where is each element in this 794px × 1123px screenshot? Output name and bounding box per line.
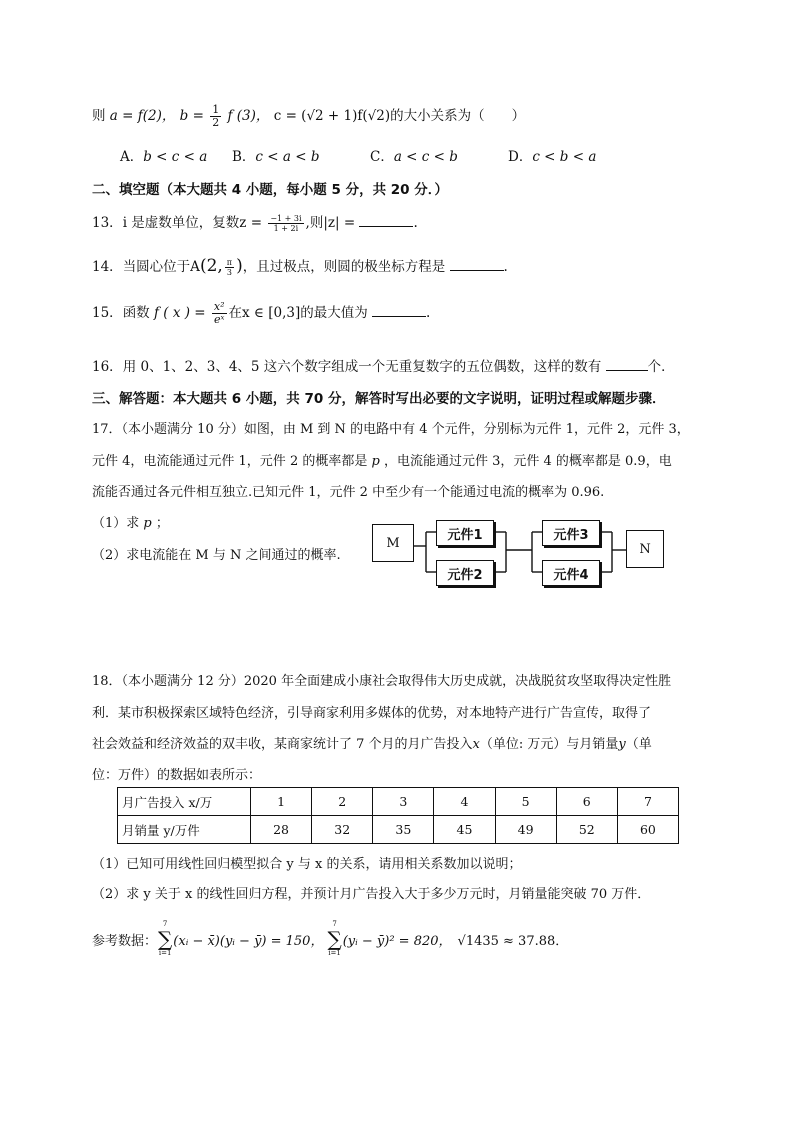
circuit-element-1 [436,520,494,546]
q18-x: x [472,737,480,752]
q13-end: . [413,215,418,231]
q15-text-a: 函数 [122,305,150,321]
q13 [92,211,418,233]
q14-answer-blank[interactable] [450,258,504,271]
row1-label: 月广告投入 x/万 [118,788,251,816]
y-cell: 45 [434,816,495,844]
q18-line3a: 社会效益和经济效益的双丰收，某商家统计了 7 个月的月广告投入 [92,737,473,752]
q14-end: . [503,259,508,275]
q13-number: 13． [92,215,123,231]
q18-line4: 位：万件）的数据如表所示： [92,768,262,783]
q18-line3c: （单 [625,737,652,752]
x-cell: 4 [434,788,495,816]
q12-c-def: c = (√2 + 1)f(√2) [273,108,391,124]
node-m-label: M [386,535,400,551]
q17-sub1a: （1）求 [92,516,140,531]
q14-close: ) [236,256,243,276]
sigma-bottom: i=1 [158,949,172,957]
y-cell: 52 [556,816,617,844]
q12-option-a [120,145,207,165]
q15 [92,301,430,326]
ref-sqrt: √1435 ≈ 37.88． [457,933,569,949]
q18-reference-data [92,920,568,958]
circuit-element-2 [436,560,494,586]
q12-b-fraction [210,104,221,129]
q16-answer-blank[interactable] [606,358,648,371]
q14-frac-num: π [226,258,233,267]
q13-z-lhs: z = [239,215,263,231]
q13-fraction [268,214,303,233]
y-cell: 49 [495,816,556,844]
q14-text-a: 当圆心位于A [122,259,200,275]
q12-b-rhs: f (3)， [227,108,270,124]
q18-line2: 利．某市积极探索区域特色经济，引导商家利用多媒体的优势，对本地特产进行广告宣传，取得了 [92,706,652,721]
x-cell: 6 [556,788,617,816]
x-cell: 3 [373,788,434,816]
option-text: c < b < a [532,149,597,165]
option-text: c < a < b [255,149,320,165]
option-label: B． [232,149,256,165]
row2-label: 月销量 y/万件 [118,816,251,844]
q12-option-b [232,145,319,165]
circuit-element-3 [542,520,600,546]
q14-fraction [225,258,234,277]
q14 [92,255,508,277]
q12-prefix: 则 [92,108,106,124]
section2-heading: 二、填空题（本大题共 4 小题，每小题 5 分，共 20 分．） [92,182,449,198]
q16-number: 16． [92,359,123,375]
q15-fx: f ( x ) = [153,305,206,321]
x-cell: 2 [312,788,373,816]
circuit-node-m [372,524,414,562]
q12-b-den: 2 [212,116,220,129]
sigma-bottom: i=1 [328,949,341,957]
q13-text-b: ,则|z| = [305,215,356,231]
q13-answer-blank[interactable] [359,214,413,227]
y-cell: 28 [251,816,312,844]
option-label: A． [120,149,144,165]
q17-line2a: 元件 4，电流能通过元件 1，元件 2 的概率都是 [92,454,368,469]
q18-line1: 18．（本小题满分 12 分）2020 年全面建成小康社会取得伟大历史成就，决战脱贫攻坚取得决定性胜 [92,674,672,689]
q14-frac-den: 3 [226,268,232,277]
q12-option-d [508,145,596,165]
x-cell: 1 [251,788,312,816]
q16-end: 个． [647,359,675,375]
y-cell: 32 [312,816,373,844]
q17-sub1 [92,512,169,531]
q15-fraction [212,301,227,326]
y-cell: 60 [617,816,678,844]
q17-sub1-p: p [143,516,152,531]
q15-number: 15． [92,305,123,321]
sum-symbol-1: 7 ∑ i=1 [158,920,173,957]
q18-y: y [618,737,626,752]
q18-sub1: （1）已知可用线性回归模型拟合 y 与 x 的关系，请用相关系数加以说明； [92,857,522,872]
table-row [118,788,679,816]
q12-b-num: 1 [212,103,220,116]
q15-end: . [426,305,431,321]
q17-line1: 17．（本小题满分 10 分）如图，由 M 到 N 的电路中有 4 个元件，分别标为元件 1，元件 2，元件 3， [92,422,690,437]
sigma-top: 7 [162,920,168,928]
q15-num: x² [213,300,225,313]
sum-symbol-2: 7 ∑ i=1 [327,920,342,957]
q18-line3 [92,733,652,752]
x-cell: 5 [495,788,556,816]
q13-den: 1 + 2i [273,224,299,233]
circuit-element-4 [542,560,600,586]
q18-line3b: （单位: 万元）与月销量 [479,737,619,752]
q12-option-c [370,145,458,165]
q17-sub1b: ； [155,516,169,531]
q12-suffix: 的大小关系为（ ） [390,108,526,124]
element-2-label: 元件2 [447,567,483,583]
q16 [92,355,675,375]
ref-sum-xy: (xᵢ − x̄)(yᵢ − ȳ) = 150， [173,933,324,949]
circuit-wires [370,512,670,592]
element-1-label: 元件1 [447,527,483,543]
q16-text: 用 0、1、2、3、4、5 这六个数字组成一个无重复数字的五位偶数，这样的数有 [122,359,602,375]
element-4-label: 元件4 [553,567,589,583]
q14-text-b: ，且过极点，则圆的极坐标方程是 [242,259,446,275]
q17-line2b: ，电流能通过元件 3，元件 4 的概率都是 0.9，电 [383,454,672,469]
option-label: D． [508,149,533,165]
sigma-top: 7 [332,920,337,928]
q12-b-lhs: b = [179,108,204,124]
section3-heading: 三、解答题：本大题共 6 小题，共 70 分，解答时写出必要的文字说明，证明过程或解题步骤． [92,391,666,407]
ref-sum-yy: (yᵢ − ȳ)² = 820， [342,933,452,949]
ad-sales-table [117,787,679,844]
node-n-label: N [639,541,651,557]
q13-text-a: i 是虚数单位，复数 [122,215,240,231]
q14-point: (2, [199,256,223,276]
q14-number: 14． [92,259,123,275]
q12-condition-line [92,104,525,129]
option-text: b < c < a [143,149,208,165]
q17-line3: 流能否通过各元件相互独立.已知元件 1，元件 2 中至少有一个能通过电流的概率为 0.96. [92,485,605,500]
q15-den: eˣ [214,313,225,326]
element-3-label: 元件3 [553,527,589,543]
table-row [118,816,679,844]
x-cell: 7 [617,788,678,816]
circuit-node-n [626,530,664,568]
ref-label: 参考数据： [92,933,158,949]
q13-num: −1 + 3i [270,214,302,223]
q12-a-def: a = f(2)， [109,108,176,124]
option-label: C． [370,149,394,165]
q17-sub2: （2）求电流能在 M 与 N 之间通过的概率. [92,548,341,563]
q15-answer-blank[interactable] [372,304,426,317]
y-cell: 35 [373,816,434,844]
option-text: a < c < b [393,149,458,165]
q18-sub2: （2）求 y 关于 x 的线性回归方程，并预计月广告投入大于多少万元时，月销量能突破 70 万件． [92,887,651,902]
q17-line2 [92,450,672,469]
q15-text-b: 在x ∈ [0,3]的最大值为 [228,305,368,321]
q17-p: p [371,454,380,469]
